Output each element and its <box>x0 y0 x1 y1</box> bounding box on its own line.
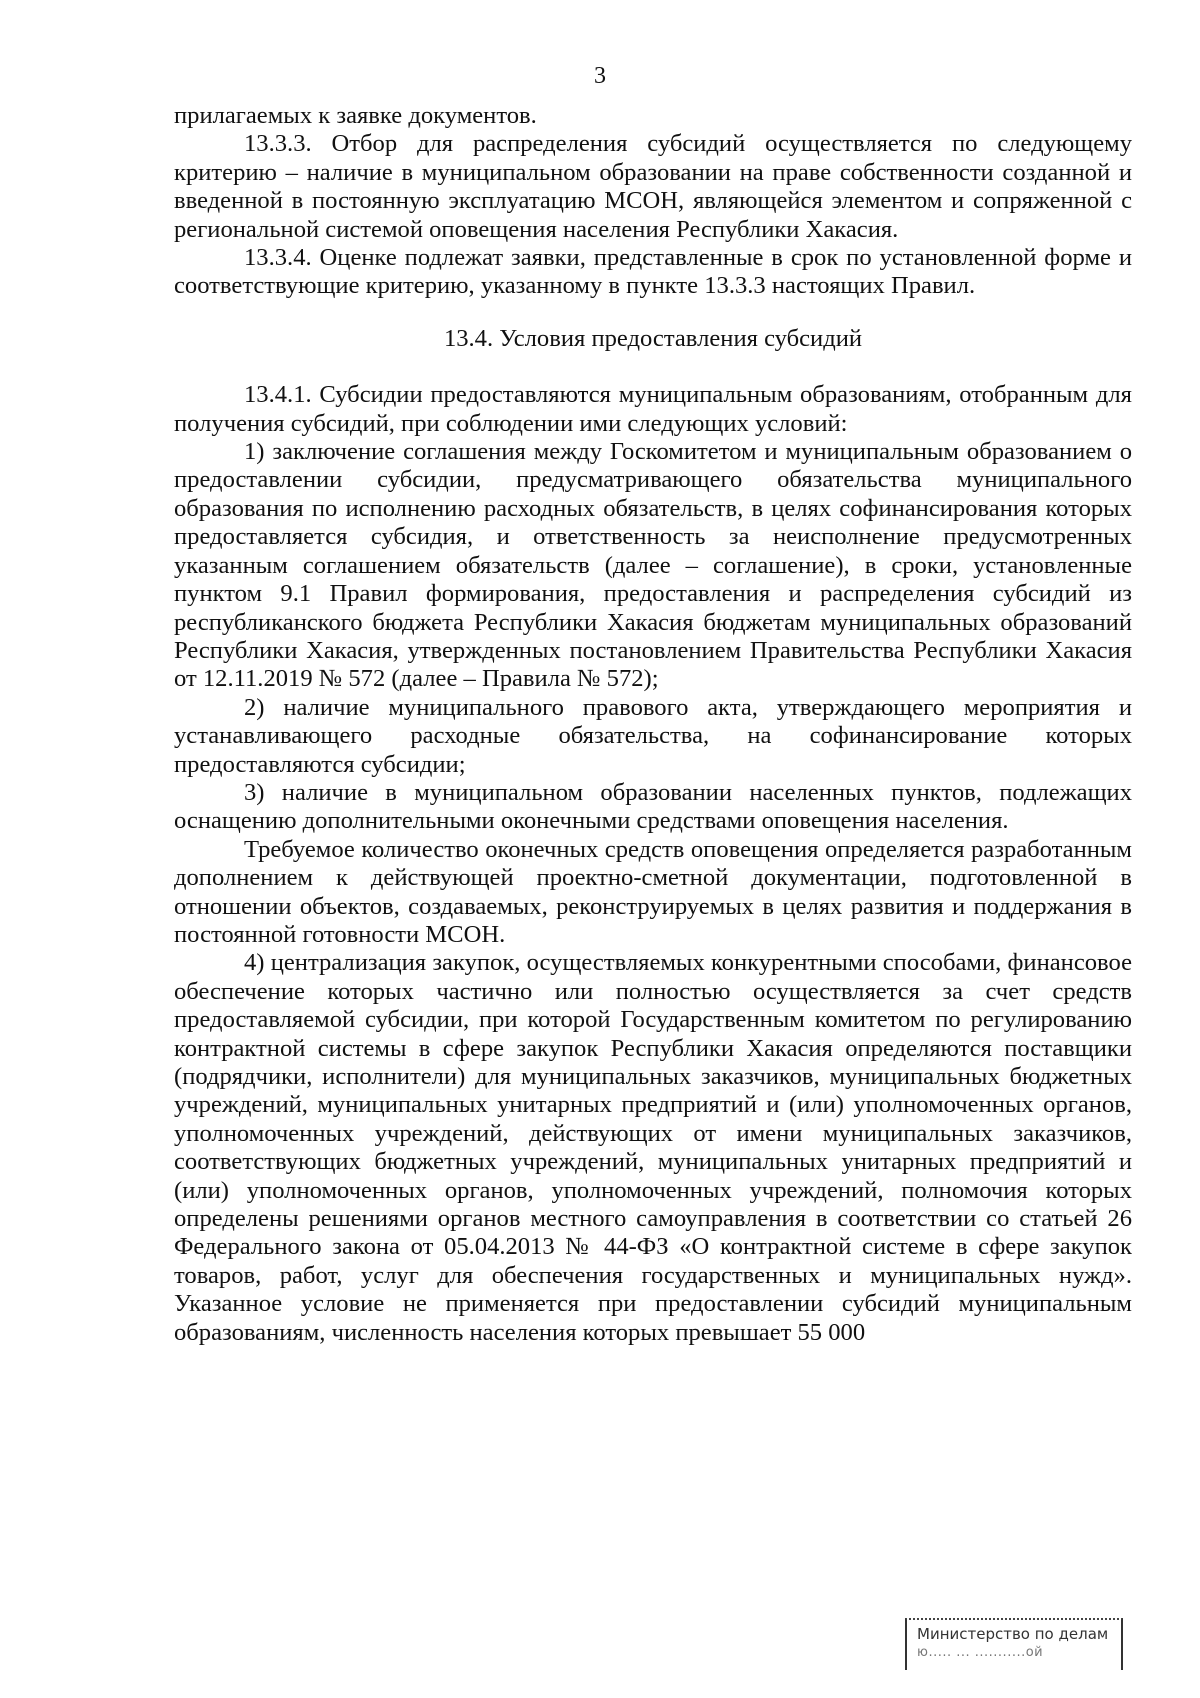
paragraph-required-quantity: Требуемое количество оконечных средств оповещения определяется разработанным дополнением к действующей проектно-сметной документации, подготовленной в отношении объектов, создаваемых, реконструируемых в целях развития и поддержания в постоянной готовности МСОН. <box>174 835 1132 948</box>
stamp-line-2: ю..... ... ...........ой <box>917 1645 1044 1660</box>
list-item-2: 2) наличие муниципального правового акта, утверждающего мероприятия и устанавливающего расходные обязательства, на софинансирование которых предоставляются субсидии; <box>174 693 1132 778</box>
section-heading-13-4: 13.4. Условия предоставления субсидий <box>443 324 863 352</box>
document-body <box>174 102 1132 1347</box>
list-item-1: 1) заключение соглашения между Госкомитетом и муниципальным образованием о предоставлении субсидии, предусматривающего обязательства муниципального образования по исполнению расходных обязательств, в целях софинансирования которых предоставляется субсидия, и ответственность за неисполнение предусмотренных указанным соглашением обязательств (далее – соглашение), в сроки, установленные пунктом 9.1 Правил формирования, предоставления и распределения субсидий из республиканского бюджета Республики Хакасия бюджетам муниципальных образований Республики Хакасия, утвержденных постановлением Правительства Республики Хакасия от 12.11.2019 № 572 (далее – Правила № 572); <box>174 438 1132 693</box>
list-item-3: 3) наличие в муниципальном образовании населенных пунктов, подлежащих оснащению дополнительными оконечными средствами оповещения населения. <box>174 778 1132 835</box>
paragraph-13-4-1: 13.4.1. Субсидии предоставляются муниципальным образованиям, отобранным для получения субсидий, при соблюдении ими следующих условий: <box>174 381 1132 437</box>
paragraph-continuation: прилагаемых к заявке документов. <box>174 102 537 129</box>
page-number: 3 <box>594 63 606 89</box>
list-item-4: 4) централизация закупок, осуществляемых конкурентными способами, финансовое обеспечение которых частично или полностью осуществляется за счет средств предоставляемой субсидии, при которой Государственным комитетом по регулированию контрактной системы в сфере закупок Республики Хакасия определяются поставщики (подрядчики, исполнители) для муниципальных заказчиков, муниципальных бюджетных учреждений, муниципальных унитарных предприятий и (или) уполномоченных органов, уполномоченных учреждений, действующих от имени муниципальных заказчиков, соответствующих бюджетных учреждений, муниципальных унитарных предприятий и (или) уполномоченных органов, уполномоченных учреждений, полномочия которых определены решениями органов местного самоуправления в соответствии со статьей 26 Федерального закона от 05.04.2013 № 44-ФЗ «О контрактной системе в сфере закупок товаров, работ, услуг для обеспечения государственных и муниципальных нужд». Указанное условие не применяется при предоставлении субсидий муниципальным образованиям, численность населения которых превышает 55 000 <box>174 949 1132 1346</box>
paragraph-13-3-4: 13.3.4. Оценке подлежат заявки, представленные в срок по установленной форме и соответствующие критерию, указанному в пункте 13.3.3 настоящих Правил. <box>174 244 1132 300</box>
paragraph-13-3-3: 13.3.3. Отбор для распределения субсидий осуществляется по следующему критерию – наличие в муниципальном образовании на праве собственности созданной и введенной в постоянную эксплуатацию МСОН, являющейся элементом и сопряженной с региональной системой оповещения населения Республики Хакасия. <box>174 130 1132 243</box>
ministry-stamp <box>905 1618 1123 1670</box>
stamp-line-1: Министерство по делам <box>917 1625 1109 1643</box>
